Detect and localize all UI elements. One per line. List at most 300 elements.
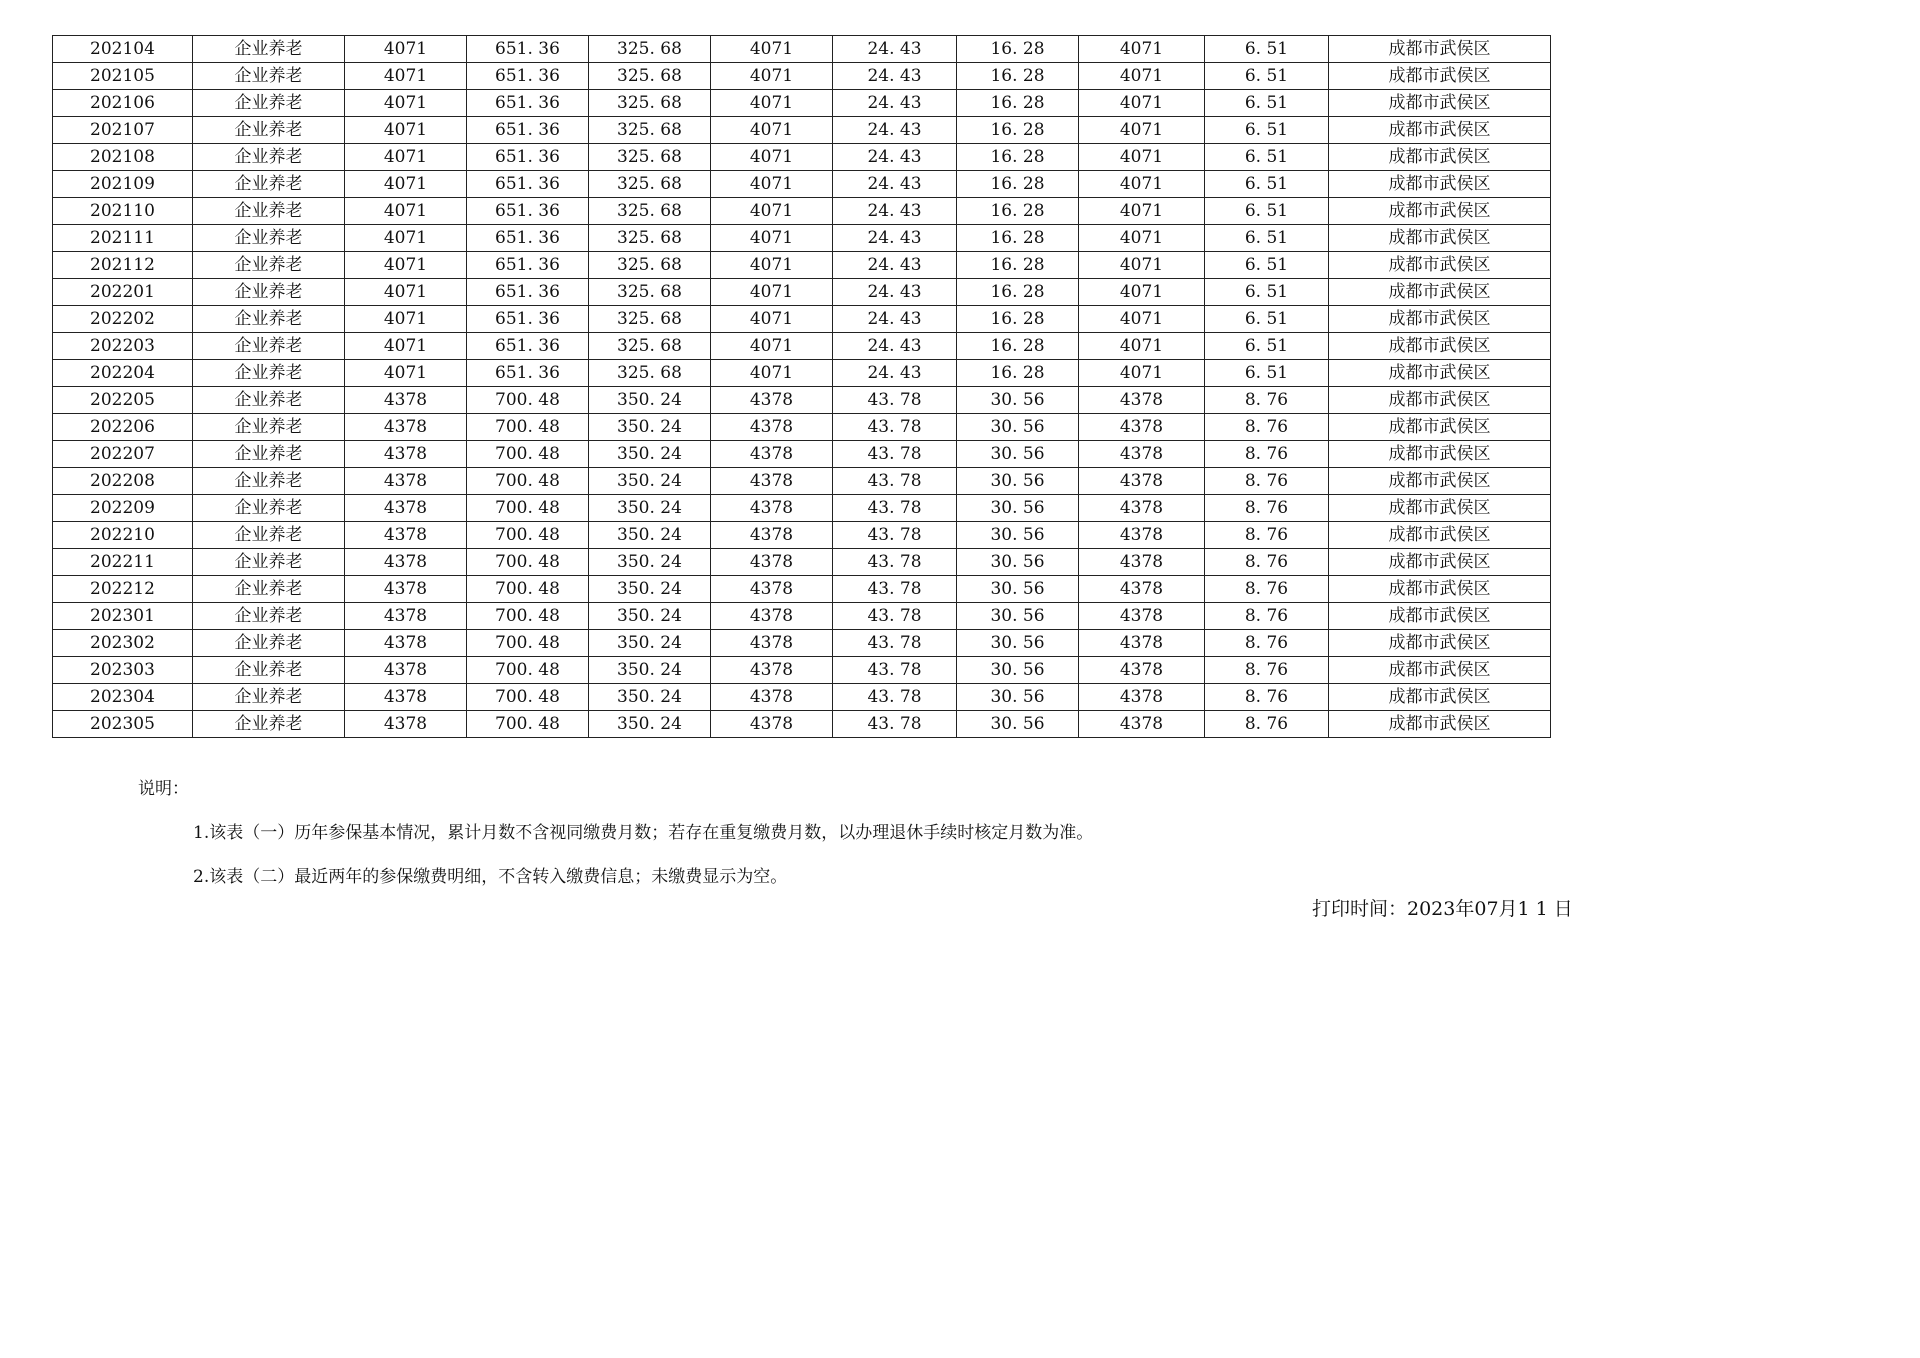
table-cell: 325. 68 [589, 90, 711, 117]
table-cell: 成都市武侯区 [1329, 63, 1551, 90]
table-cell: 6. 51 [1205, 117, 1329, 144]
table-cell: 成都市武侯区 [1329, 90, 1551, 117]
table-cell: 4378 [1079, 387, 1205, 414]
table-cell: 651. 36 [467, 36, 589, 63]
table-cell: 4378 [711, 603, 833, 630]
table-cell: 4378 [1079, 549, 1205, 576]
table-cell: 4071 [345, 63, 467, 90]
table-cell: 企业养老 [193, 441, 345, 468]
table-cell: 4378 [711, 549, 833, 576]
table-cell: 24. 43 [833, 225, 957, 252]
table-cell: 4071 [1079, 63, 1205, 90]
table-cell: 202106 [53, 90, 193, 117]
table-cell: 202205 [53, 387, 193, 414]
table-cell: 8. 76 [1205, 684, 1329, 711]
table-cell: 4378 [345, 576, 467, 603]
table-row [53, 225, 1551, 252]
table-cell: 700. 48 [467, 603, 589, 630]
table-cell: 成都市武侯区 [1329, 711, 1551, 738]
table-cell: 700. 48 [467, 657, 589, 684]
table-cell: 24. 43 [833, 144, 957, 171]
table-cell: 651. 36 [467, 117, 589, 144]
table-cell: 4071 [711, 90, 833, 117]
table-cell: 700. 48 [467, 441, 589, 468]
table-cell: 4071 [345, 279, 467, 306]
table-row [53, 360, 1551, 387]
table-cell: 24. 43 [833, 171, 957, 198]
table-cell: 202203 [53, 333, 193, 360]
table-cell: 4378 [711, 711, 833, 738]
table-cell: 4378 [711, 414, 833, 441]
table-row [53, 90, 1551, 117]
table-row [53, 333, 1551, 360]
table-row [53, 252, 1551, 279]
table-cell: 24. 43 [833, 333, 957, 360]
table-cell: 企业养老 [193, 657, 345, 684]
table-cell: 700. 48 [467, 576, 589, 603]
table-cell: 4071 [1079, 252, 1205, 279]
table-cell: 202210 [53, 522, 193, 549]
table-cell: 成都市武侯区 [1329, 576, 1551, 603]
table-cell: 成都市武侯区 [1329, 468, 1551, 495]
table-cell: 30. 56 [957, 711, 1079, 738]
table-cell: 30. 56 [957, 468, 1079, 495]
table-cell: 4071 [1079, 225, 1205, 252]
table-cell: 202206 [53, 414, 193, 441]
table-cell: 24. 43 [833, 279, 957, 306]
table-cell: 30. 56 [957, 684, 1079, 711]
table-cell: 325. 68 [589, 117, 711, 144]
table-cell: 成都市武侯区 [1329, 603, 1551, 630]
table-cell: 16. 28 [957, 225, 1079, 252]
table-cell: 4071 [345, 90, 467, 117]
table-cell: 6. 51 [1205, 306, 1329, 333]
table-cell: 325. 68 [589, 306, 711, 333]
table-cell: 325. 68 [589, 198, 711, 225]
table-cell: 700. 48 [467, 522, 589, 549]
table-row [53, 387, 1551, 414]
table-cell: 成都市武侯区 [1329, 441, 1551, 468]
table-cell: 202208 [53, 468, 193, 495]
table-cell: 350. 24 [589, 441, 711, 468]
table-cell: 8. 76 [1205, 441, 1329, 468]
table-cell: 成都市武侯区 [1329, 495, 1551, 522]
table-cell: 16. 28 [957, 36, 1079, 63]
table-cell: 30. 56 [957, 576, 1079, 603]
table-cell: 企业养老 [193, 306, 345, 333]
table-cell: 700. 48 [467, 630, 589, 657]
table-cell: 350. 24 [589, 414, 711, 441]
table-cell: 4071 [1079, 360, 1205, 387]
table-cell: 企业养老 [193, 414, 345, 441]
table-cell: 30. 56 [957, 387, 1079, 414]
table-row [53, 522, 1551, 549]
table-cell: 6. 51 [1205, 171, 1329, 198]
table-cell: 4378 [345, 657, 467, 684]
table-cell: 4378 [711, 468, 833, 495]
table-cell: 350. 24 [589, 684, 711, 711]
table-cell: 700. 48 [467, 468, 589, 495]
table-cell: 企业养老 [193, 522, 345, 549]
table-row [53, 36, 1551, 63]
table-row [53, 441, 1551, 468]
table-cell: 成都市武侯区 [1329, 657, 1551, 684]
table-cell: 8. 76 [1205, 387, 1329, 414]
table-cell: 202110 [53, 198, 193, 225]
table-cell: 成都市武侯区 [1329, 630, 1551, 657]
table-cell: 651. 36 [467, 63, 589, 90]
table-cell: 202112 [53, 252, 193, 279]
table-cell: 202301 [53, 603, 193, 630]
table-cell: 30. 56 [957, 549, 1079, 576]
table-row [53, 684, 1551, 711]
table-cell: 成都市武侯区 [1329, 549, 1551, 576]
table-cell: 325. 68 [589, 36, 711, 63]
table-cell: 202104 [53, 36, 193, 63]
table-cell: 企业养老 [193, 171, 345, 198]
table-cell: 4071 [1079, 306, 1205, 333]
table-cell: 651. 36 [467, 252, 589, 279]
table-cell: 4378 [345, 495, 467, 522]
table-cell: 4378 [1079, 441, 1205, 468]
table-row [53, 414, 1551, 441]
table-cell: 4071 [345, 144, 467, 171]
table-row [53, 198, 1551, 225]
table-cell: 4378 [711, 495, 833, 522]
table-cell: 企业养老 [193, 144, 345, 171]
table-cell: 325. 68 [589, 171, 711, 198]
table-cell: 202111 [53, 225, 193, 252]
table-cell: 350. 24 [589, 603, 711, 630]
notes-title: 说明： [138, 779, 189, 799]
table-cell: 4378 [1079, 576, 1205, 603]
table-cell: 30. 56 [957, 603, 1079, 630]
table-row [53, 603, 1551, 630]
table-cell: 350. 24 [589, 495, 711, 522]
contribution-table [52, 35, 1551, 738]
table-cell: 651. 36 [467, 90, 589, 117]
table-cell: 4071 [711, 252, 833, 279]
table-cell: 43. 78 [833, 495, 957, 522]
table-cell: 43. 78 [833, 522, 957, 549]
table-cell: 8. 76 [1205, 630, 1329, 657]
table-cell: 6. 51 [1205, 144, 1329, 171]
table-cell: 43. 78 [833, 603, 957, 630]
table-cell: 4071 [711, 198, 833, 225]
table-cell: 16. 28 [957, 279, 1079, 306]
table-cell: 成都市武侯区 [1329, 117, 1551, 144]
table-cell: 成都市武侯区 [1329, 360, 1551, 387]
table-cell: 43. 78 [833, 387, 957, 414]
table-cell: 成都市武侯区 [1329, 144, 1551, 171]
table-row [53, 549, 1551, 576]
table-cell: 30. 56 [957, 657, 1079, 684]
table-cell: 651. 36 [467, 306, 589, 333]
table-cell: 43. 78 [833, 657, 957, 684]
table-cell: 202302 [53, 630, 193, 657]
table-cell: 4378 [711, 387, 833, 414]
table-cell: 企业养老 [193, 468, 345, 495]
table-cell: 成都市武侯区 [1329, 279, 1551, 306]
table-cell: 4071 [711, 63, 833, 90]
table-cell: 350. 24 [589, 657, 711, 684]
table-cell: 16. 28 [957, 144, 1079, 171]
table-cell: 4071 [345, 306, 467, 333]
table-cell: 企业养老 [193, 279, 345, 306]
table-cell: 16. 28 [957, 117, 1079, 144]
table-cell: 成都市武侯区 [1329, 333, 1551, 360]
table-cell: 651. 36 [467, 225, 589, 252]
table-cell: 30. 56 [957, 522, 1079, 549]
table-cell: 4378 [345, 711, 467, 738]
table-cell: 202204 [53, 360, 193, 387]
table-cell: 4071 [345, 36, 467, 63]
table-cell: 4071 [1079, 333, 1205, 360]
table-cell: 202303 [53, 657, 193, 684]
table-cell: 4378 [345, 630, 467, 657]
table-cell: 企业养老 [193, 36, 345, 63]
note-line-1: 1.该表（一）历年参保基本情况，累计月数不含视同缴费月数；若存在重复缴费月数，以办理退休手续时核定月数为准。 [193, 823, 1094, 843]
table-cell: 企业养老 [193, 90, 345, 117]
table-cell: 4378 [711, 441, 833, 468]
table-cell: 350. 24 [589, 522, 711, 549]
table-cell: 4378 [711, 684, 833, 711]
table-cell: 4378 [1079, 711, 1205, 738]
table-cell: 4071 [711, 360, 833, 387]
table-cell: 8. 76 [1205, 414, 1329, 441]
table-cell: 43. 78 [833, 711, 957, 738]
table-cell: 43. 78 [833, 441, 957, 468]
table-cell: 4071 [345, 360, 467, 387]
table-cell: 4071 [1079, 117, 1205, 144]
table-cell: 350. 24 [589, 387, 711, 414]
table-cell: 6. 51 [1205, 63, 1329, 90]
table-cell: 325. 68 [589, 360, 711, 387]
table-cell: 325. 68 [589, 279, 711, 306]
table-cell: 8. 76 [1205, 495, 1329, 522]
table-cell: 43. 78 [833, 414, 957, 441]
table-cell: 16. 28 [957, 306, 1079, 333]
table-cell: 4378 [345, 549, 467, 576]
table-row [53, 576, 1551, 603]
table-cell: 16. 28 [957, 171, 1079, 198]
table-cell: 企业养老 [193, 333, 345, 360]
table-cell: 30. 56 [957, 441, 1079, 468]
table-cell: 6. 51 [1205, 225, 1329, 252]
table-cell: 企业养老 [193, 360, 345, 387]
table-cell: 4378 [1079, 630, 1205, 657]
table-cell: 4378 [345, 468, 467, 495]
table-cell: 4071 [711, 306, 833, 333]
table-cell: 企业养老 [193, 684, 345, 711]
table-body [53, 36, 1551, 738]
table-row [53, 495, 1551, 522]
print-time: 打印时间：2023年07月1 1 日 [1312, 898, 1573, 920]
table-row [53, 306, 1551, 333]
table-row [53, 144, 1551, 171]
table-cell: 24. 43 [833, 36, 957, 63]
table-cell: 6. 51 [1205, 333, 1329, 360]
table-cell: 8. 76 [1205, 657, 1329, 684]
table-cell: 202107 [53, 117, 193, 144]
table-cell: 4378 [1079, 684, 1205, 711]
table-cell: 43. 78 [833, 684, 957, 711]
table-cell: 43. 78 [833, 468, 957, 495]
table-cell: 成都市武侯区 [1329, 198, 1551, 225]
table-row [53, 171, 1551, 198]
table-cell: 成都市武侯区 [1329, 684, 1551, 711]
table-cell: 325. 68 [589, 333, 711, 360]
table-cell: 6. 51 [1205, 198, 1329, 225]
table-cell: 651. 36 [467, 198, 589, 225]
table-cell: 202202 [53, 306, 193, 333]
table-cell: 4071 [711, 225, 833, 252]
table-cell: 8. 76 [1205, 576, 1329, 603]
table-cell: 700. 48 [467, 414, 589, 441]
table-cell: 202211 [53, 549, 193, 576]
table-cell: 350. 24 [589, 549, 711, 576]
table-cell: 4071 [711, 144, 833, 171]
table-cell: 325. 68 [589, 63, 711, 90]
table-cell: 企业养老 [193, 225, 345, 252]
table-cell: 24. 43 [833, 63, 957, 90]
table-row [53, 117, 1551, 144]
table-cell: 企业养老 [193, 495, 345, 522]
table-cell: 企业养老 [193, 387, 345, 414]
table-cell: 成都市武侯区 [1329, 252, 1551, 279]
table-cell: 4071 [1079, 144, 1205, 171]
table-cell: 4071 [345, 225, 467, 252]
table-cell: 企业养老 [193, 711, 345, 738]
note-line-2: 2.该表（二）最近两年的参保缴费明细，不含转入缴费信息；未缴费显示为空。 [193, 867, 788, 887]
table-cell: 4378 [345, 387, 467, 414]
table-cell: 4071 [345, 198, 467, 225]
table-cell: 4378 [711, 630, 833, 657]
table-cell: 6. 51 [1205, 360, 1329, 387]
table-cell: 企业养老 [193, 576, 345, 603]
table-cell: 24. 43 [833, 90, 957, 117]
table-cell: 350. 24 [589, 468, 711, 495]
table-cell: 16. 28 [957, 333, 1079, 360]
table-cell: 6. 51 [1205, 36, 1329, 63]
table-cell: 4378 [345, 414, 467, 441]
table-cell: 24. 43 [833, 252, 957, 279]
table-cell: 43. 78 [833, 630, 957, 657]
table-cell: 4378 [711, 522, 833, 549]
table-cell: 24. 43 [833, 117, 957, 144]
table-cell: 30. 56 [957, 414, 1079, 441]
table-cell: 6. 51 [1205, 279, 1329, 306]
table-cell: 8. 76 [1205, 603, 1329, 630]
table-cell: 202108 [53, 144, 193, 171]
table-cell: 700. 48 [467, 684, 589, 711]
table-cell: 651. 36 [467, 144, 589, 171]
table-cell: 325. 68 [589, 252, 711, 279]
table-cell: 4071 [345, 171, 467, 198]
table-cell: 6. 51 [1205, 90, 1329, 117]
table-cell: 企业养老 [193, 603, 345, 630]
table-cell: 4378 [1079, 522, 1205, 549]
table-cell: 24. 43 [833, 306, 957, 333]
table-cell: 4378 [345, 441, 467, 468]
table-row [53, 468, 1551, 495]
table-cell: 4378 [711, 657, 833, 684]
table-cell: 4378 [1079, 414, 1205, 441]
table-cell: 8. 76 [1205, 522, 1329, 549]
table-cell: 16. 28 [957, 198, 1079, 225]
table-cell: 企业养老 [193, 117, 345, 144]
table-cell: 4378 [711, 576, 833, 603]
table-cell: 350. 24 [589, 711, 711, 738]
table-cell: 4378 [1079, 603, 1205, 630]
table-cell: 4071 [711, 117, 833, 144]
table-cell: 202105 [53, 63, 193, 90]
table-cell: 16. 28 [957, 252, 1079, 279]
table-cell: 350. 24 [589, 630, 711, 657]
table-cell: 651. 36 [467, 171, 589, 198]
table-cell: 24. 43 [833, 360, 957, 387]
table-cell: 企业养老 [193, 252, 345, 279]
table-cell: 43. 78 [833, 576, 957, 603]
table-cell: 企业养老 [193, 198, 345, 225]
table-cell: 4071 [711, 36, 833, 63]
table-cell: 16. 28 [957, 360, 1079, 387]
table-cell: 4071 [345, 252, 467, 279]
table-cell: 4378 [345, 522, 467, 549]
table-cell: 4071 [711, 171, 833, 198]
table-cell: 202201 [53, 279, 193, 306]
table-cell: 4071 [1079, 90, 1205, 117]
table-cell: 16. 28 [957, 90, 1079, 117]
table-cell: 700. 48 [467, 387, 589, 414]
table-cell: 成都市武侯区 [1329, 306, 1551, 333]
table-cell: 4071 [1079, 279, 1205, 306]
table-cell: 4378 [345, 684, 467, 711]
table-cell: 202209 [53, 495, 193, 522]
table-cell: 8. 76 [1205, 468, 1329, 495]
table-cell: 202207 [53, 441, 193, 468]
table-cell: 企业养老 [193, 630, 345, 657]
table-cell: 企业养老 [193, 549, 345, 576]
table-cell: 325. 68 [589, 225, 711, 252]
table-cell: 4071 [345, 117, 467, 144]
table-cell: 4378 [1079, 657, 1205, 684]
table-cell: 成都市武侯区 [1329, 36, 1551, 63]
table-row [53, 711, 1551, 738]
table-cell: 成都市武侯区 [1329, 522, 1551, 549]
table-cell: 8. 76 [1205, 549, 1329, 576]
table-cell: 202304 [53, 684, 193, 711]
table-cell: 24. 43 [833, 198, 957, 225]
table-cell: 成都市武侯区 [1329, 171, 1551, 198]
table-cell: 202109 [53, 171, 193, 198]
table-cell: 651. 36 [467, 333, 589, 360]
table-cell: 4378 [1079, 495, 1205, 522]
table-cell: 8. 76 [1205, 711, 1329, 738]
table-cell: 16. 28 [957, 63, 1079, 90]
table-cell: 350. 24 [589, 576, 711, 603]
table-cell: 成都市武侯区 [1329, 225, 1551, 252]
table-row [53, 63, 1551, 90]
table-cell: 202305 [53, 711, 193, 738]
table-cell: 30. 56 [957, 495, 1079, 522]
table-cell: 4378 [345, 603, 467, 630]
table-cell: 700. 48 [467, 711, 589, 738]
table-cell: 325. 68 [589, 144, 711, 171]
table-cell: 4071 [1079, 36, 1205, 63]
table-cell: 30. 56 [957, 630, 1079, 657]
table-cell: 651. 36 [467, 279, 589, 306]
